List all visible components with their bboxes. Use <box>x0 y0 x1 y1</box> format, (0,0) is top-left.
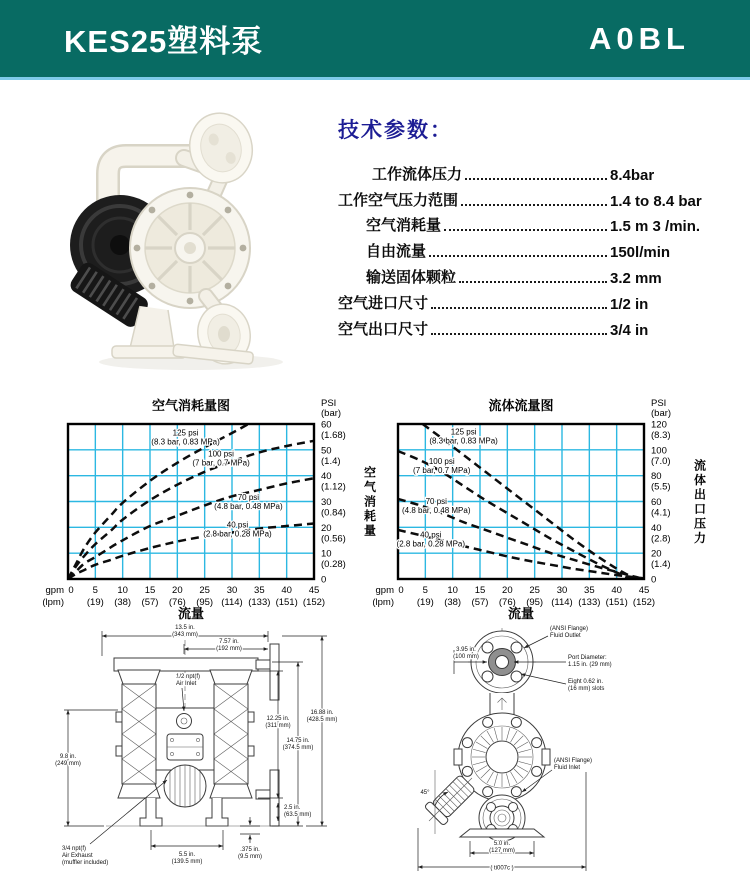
curve-label: 125 psi <box>450 427 477 437</box>
air-consumption-chart <box>26 394 400 625</box>
x-tick: 25 <box>529 585 540 596</box>
x-tick-lpm: (151) <box>605 597 628 608</box>
y-tick-bar: (2.8) <box>651 533 671 545</box>
x-tick: 25 <box>199 585 210 596</box>
x-unit: gpm <box>375 585 394 596</box>
y-tick: 120 <box>651 419 667 431</box>
chart-title: 流体流量图 <box>488 398 554 413</box>
x-tick-lpm: (152) <box>302 597 326 608</box>
curve-label: 100 psi <box>428 457 455 467</box>
y-tick-bar: (0.84) <box>321 507 346 519</box>
y-tick-bar: (0.28) <box>321 559 346 571</box>
x-tick-lpm: (133) <box>248 597 271 608</box>
curve-label: (4.8 bar, 0.48 MPa) <box>214 502 283 512</box>
dim-127: 5.0 in. (127 mm) <box>489 841 515 854</box>
y-tick-bar: (5.5) <box>651 481 671 493</box>
chart-title: 空气消耗量图 <box>151 398 231 413</box>
diaphragm-housing <box>130 188 250 308</box>
x-tick: 15 <box>144 585 156 596</box>
x-tick-labels <box>42 585 325 608</box>
dot-leader <box>429 255 607 257</box>
dim-upper-width: 7.57 in. (192 mm) <box>216 639 242 652</box>
dim-height-1688: 16.88 in. (428.5 mm) <box>306 710 338 723</box>
x-tick: 5 <box>422 585 428 596</box>
curve-label: (7 bar, 0.7 MPa) <box>192 458 250 468</box>
curve-label: 40 psi <box>226 520 249 530</box>
x-unit: (lpm) <box>42 597 64 608</box>
spec-value: 1.4 to 8.4 bar <box>610 192 702 210</box>
header-band <box>0 0 750 80</box>
y-tick: 30 <box>321 497 332 508</box>
top-flange <box>182 107 259 190</box>
y-tick: 60 <box>321 419 332 431</box>
y-tick-bar: (1.4) <box>651 559 671 571</box>
pump-side-view <box>424 628 550 841</box>
y-tick: 10 <box>321 548 332 560</box>
curve-label: 40 psi <box>420 530 442 540</box>
x-tick-lpm: (38) <box>114 597 132 608</box>
y-axis-title-char: 耗 <box>363 509 377 523</box>
y-tick-bar: (8.3) <box>651 430 671 441</box>
dim-height-375: .375 in. (9.5 mm) <box>238 847 262 860</box>
x-tick-lpm: (151) <box>275 597 298 608</box>
x-tick-lpm: (76) <box>498 597 516 608</box>
side-view-drawing <box>402 622 742 878</box>
y-tick-bar: (7.0) <box>651 455 671 467</box>
y-axis-title-char: 消 <box>363 494 377 509</box>
spec-value: 1.5 m 3 /min. <box>610 218 701 236</box>
model-code: A0BL <box>589 20 690 56</box>
x-tick-lpm: (76) <box>168 597 186 608</box>
spec-value: 1/2 in <box>610 295 649 313</box>
x-tick: 35 <box>254 585 265 596</box>
x-axis-title: 流量 <box>177 606 205 620</box>
air-inlet-label: 1/2 npt(f) Air Inlet <box>176 674 201 687</box>
x-tick-lpm: (133) <box>578 597 601 608</box>
x-tick: 30 <box>226 585 238 596</box>
y-tick: 20 <box>321 522 332 534</box>
y-axis-title-char: 气 <box>363 480 377 494</box>
curve-label: (2.8 bar, 0.28 MPa) <box>203 529 272 539</box>
curve-label: (8.3 bar, 0.83 MPa) <box>429 436 498 446</box>
x-tick: 20 <box>502 585 513 596</box>
dot-leader <box>459 281 607 283</box>
fluid-outlet-label: (ANSI Flange) Fluid Outlet <box>550 626 589 639</box>
spec-row <box>338 158 722 184</box>
pump-photo <box>56 100 322 376</box>
x-tick: 30 <box>556 585 568 596</box>
curve-70-psi <box>68 478 314 579</box>
tech-params-section <box>338 114 722 339</box>
curve-label: 100 psi <box>208 449 234 459</box>
spec-label: 工作流体压力 <box>372 165 463 183</box>
y-axis-title-char: 口 <box>693 501 707 516</box>
y-axis-title-char: 空 <box>363 465 377 480</box>
curve-label: (2.8 bar, 0.28 MPa) <box>396 539 466 549</box>
y-tick: 50 <box>321 445 332 457</box>
x-tick: 15 <box>474 585 486 596</box>
curve-label: (8.3 bar, 0.83 MPa) <box>151 437 220 447</box>
x-tick: 45 <box>308 585 320 596</box>
unit-psi: PSI <box>651 398 667 409</box>
pump-photo-illustration <box>56 100 322 376</box>
spec-row <box>338 287 722 313</box>
spec-value: 8.4bar <box>610 166 655 184</box>
x-tick: 0 <box>68 585 74 596</box>
spec-row <box>338 184 722 210</box>
y-tick: 40 <box>651 522 662 534</box>
dim-feet-width: 5.5 in. (139.5 mm) <box>171 852 203 865</box>
dot-leader <box>461 204 607 206</box>
x-tick-lpm: (114) <box>221 597 243 608</box>
air-exhaust-label: 3/4 npt(f) Air Exhaust (muffler included) <box>62 846 109 866</box>
port-diameter-label: Port Diameter: 1.15 in. (29 mm) <box>568 655 612 668</box>
chart-svg <box>26 394 400 620</box>
y-tick: 100 <box>651 445 667 457</box>
spec-label: 空气进口尺寸 <box>338 294 429 312</box>
fluid-inlet-label: (ANSI Flange) Fluid Inlet <box>554 758 593 771</box>
y-tick-bar: (4.1) <box>651 507 671 519</box>
spec-value: 3/4 in <box>610 321 649 339</box>
x-tick-lpm: (152) <box>632 597 656 608</box>
y-tick-bar: (1.4) <box>321 455 341 467</box>
y-axis-title-char: 力 <box>693 530 707 545</box>
y-tick-bar: (0.56) <box>321 533 346 545</box>
pump-front-view <box>106 640 279 826</box>
x-tick: 10 <box>117 585 128 596</box>
spec-label: 输送固体颗粒 <box>366 268 457 286</box>
dim-395: 3.95 in. (100 mm) <box>453 647 479 660</box>
x-tick: 45 <box>638 585 650 596</box>
y-axis-title-char: 量 <box>363 523 377 538</box>
y-tick-labels <box>651 420 671 586</box>
curve-labels <box>151 429 283 539</box>
x-tick: 10 <box>447 585 458 596</box>
muffler-front <box>164 765 206 807</box>
x-tick-lpm: (57) <box>471 597 489 608</box>
y-tick-labels <box>321 420 346 586</box>
dim-height-25: 2.5 in. (63.5 mm) <box>284 805 312 818</box>
y-tick: 0 <box>651 574 657 586</box>
spec-row <box>338 235 722 261</box>
x-unit: gpm <box>45 585 64 596</box>
spec-row <box>338 210 722 236</box>
y-axis-title-char: 体 <box>693 472 707 487</box>
spec-label: 自由流量 <box>366 243 427 261</box>
y-tick: 20 <box>651 548 662 560</box>
x-tick: 5 <box>92 585 98 596</box>
dim-height-98: 9.8 in. (249 mm) <box>55 754 81 767</box>
x-tick-lpm: (95) <box>526 597 544 608</box>
slots-label: Eight 0.62 in. (16 mm) slots <box>568 679 605 692</box>
dim-height-1225: 12.25 in. (311 mm) <box>265 716 291 729</box>
y-tick: 80 <box>651 471 662 483</box>
curve-label: (4.8 bar, 0.48 MPa) <box>402 506 471 516</box>
base-bracket <box>460 829 544 837</box>
x-tick-labels <box>372 585 655 608</box>
y-axis-title-char: 流 <box>693 458 707 473</box>
unit-psi: PSI <box>321 398 337 409</box>
x-tick: 40 <box>281 585 292 596</box>
curve-label: 70 psi <box>425 497 447 507</box>
dot-leader <box>465 178 607 180</box>
spec-label: 空气消耗量 <box>366 217 442 235</box>
x-tick-lpm: (95) <box>196 597 214 608</box>
air-inlet-port <box>177 714 192 729</box>
x-tick-lpm: (114) <box>551 597 573 608</box>
x-tick-lpm: (19) <box>86 597 104 608</box>
dim-height-1475: 14.75 in. (374.5 mm) <box>282 738 314 751</box>
y-tick: 60 <box>651 497 662 508</box>
tech-params-heading: 技术参数： <box>338 119 453 142</box>
front-view-drawing <box>26 622 376 878</box>
curve-label: (7 bar, 0.7 MPa) <box>413 466 471 476</box>
spec-row <box>338 261 722 287</box>
angle-label: 45° <box>420 790 430 796</box>
dot-leader <box>431 307 607 309</box>
y-tick: 40 <box>321 471 332 483</box>
spec-label: 空气出口尺寸 <box>338 320 429 338</box>
x-tick: 40 <box>611 585 622 596</box>
x-tick: 0 <box>398 585 404 596</box>
drawing-ref: ( ti007c ) <box>490 865 514 872</box>
y-tick-bar: (1.68) <box>321 430 346 441</box>
unit-bar: (bar) <box>651 408 672 419</box>
x-tick-lpm: (38) <box>444 597 462 608</box>
dot-leader <box>444 229 607 231</box>
curve-label: 125 psi <box>172 428 199 438</box>
curve-label: 70 psi <box>237 493 260 503</box>
spec-value: 3.2 mm <box>610 269 662 287</box>
x-axis-title: 流量 <box>507 606 535 620</box>
dot-leader <box>431 333 607 335</box>
x-tick: 20 <box>172 585 183 596</box>
fluid-flow-chart <box>356 394 730 625</box>
x-unit: (lpm) <box>372 597 394 608</box>
y-axis-title-char: 压 <box>693 516 707 531</box>
x-tick: 35 <box>584 585 595 596</box>
x-tick-lpm: (57) <box>141 597 159 608</box>
spec-value: 150l/min <box>610 244 671 262</box>
x-tick-lpm: (19) <box>416 597 434 608</box>
spec-label: 工作空气压力范围 <box>338 191 459 209</box>
curve-labels <box>397 427 499 548</box>
y-axis-title-char: 出 <box>693 487 707 502</box>
y-tick: 0 <box>321 574 327 586</box>
dim-overall-width: 13.5 in. (343 mm) <box>172 625 198 638</box>
spec-row <box>338 313 722 339</box>
page-title: KES25塑料泵 <box>64 24 264 59</box>
unit-bar: (bar) <box>321 408 342 419</box>
chart-svg <box>356 394 730 620</box>
y-tick-bar: (1.12) <box>321 481 346 493</box>
